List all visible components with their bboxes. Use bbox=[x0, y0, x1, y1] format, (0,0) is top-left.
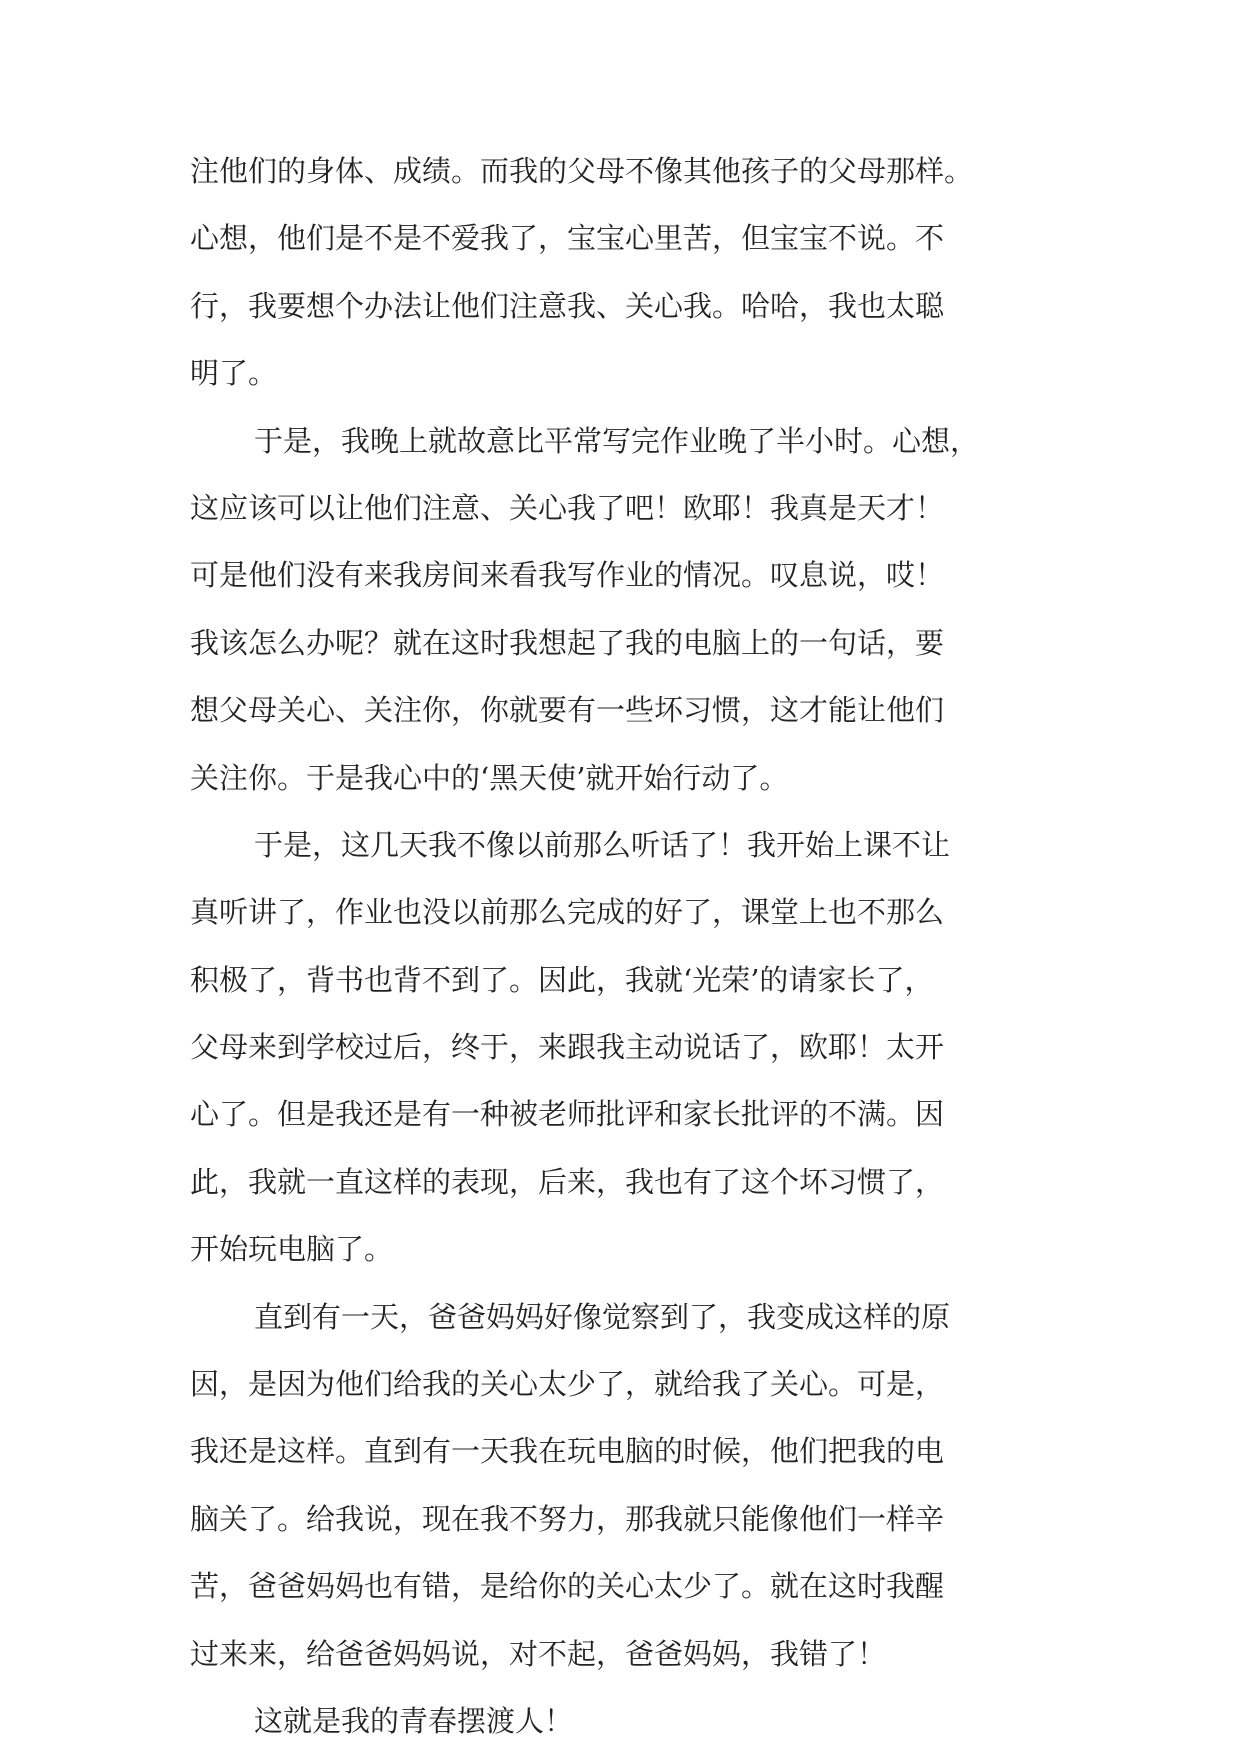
text-line: 心想，他们是不是不爱我了，宝宝心里苦，但宝宝不说。不 bbox=[190, 221, 945, 256]
text-line: 此，我就一直这样的表现，后来，我也有了这个坏习惯了， bbox=[190, 1164, 945, 1199]
text-line: 开始玩电脑了。 bbox=[190, 1232, 394, 1267]
closing-line: 这就是我的青春摆渡人！ bbox=[254, 1703, 574, 1738]
text-line: 明了。 bbox=[190, 356, 278, 391]
text-line: 注他们的身体、成绩。而我的父母不像其他孩子的父母那样。 bbox=[190, 154, 974, 188]
text-line: 苦，爸爸妈妈也有错，是给你的关心太少了。就在这时我醒 bbox=[190, 1569, 945, 1604]
text-line: 过来来，给爸爸妈妈说，对不起，爸爸妈妈，我错了！ bbox=[190, 1636, 887, 1671]
paragraph-start-line: 于是，我晚上就故意比平常写完作业晚了半小时。心想， bbox=[254, 423, 980, 458]
text-line: 脑关了。给我说，现在我不努力，那我就只能像他们一样辛 bbox=[190, 1501, 945, 1536]
text-line: 这应该可以让他们注意、关心我了吧！欧耶！我真是天才！ bbox=[190, 490, 945, 525]
text-line: 真听讲了，作业也没以前那么完成的好了，课堂上也不那么 bbox=[190, 895, 945, 930]
text-line: 积极了，背书也背不到了。因此，我就‘光荣’的请家长了， bbox=[190, 962, 934, 997]
text-line: 心了。但是我还是有一种被老师批评和家长批评的不满。因 bbox=[190, 1097, 945, 1132]
essay-body bbox=[190, 138, 1070, 1755]
text-line: 因，是因为他们给我的关心太少了，就给我了关心。可是， bbox=[190, 1367, 945, 1402]
text-line: 父母来到学校过后，终于，来跟我主动说话了，欧耶！太开 bbox=[190, 1030, 945, 1065]
paragraph-start-line: 直到有一天，爸爸妈妈好像觉察到了，我变成这样的原 bbox=[254, 1299, 951, 1334]
text-line: 想父母关心、关注你，你就要有一些坏习惯，这才能让他们 bbox=[190, 693, 945, 728]
text-line: 我该怎么办呢？就在这时我想起了我的电脑上的一句话，要 bbox=[190, 625, 945, 660]
paragraph-start-line: 于是，这几天我不像以前那么听话了！我开始上课不让 bbox=[254, 827, 951, 862]
text-line: 关注你。于是我心中的‘黑天使’就开始行动了。 bbox=[190, 760, 789, 795]
text-line: 我还是这样。直到有一天我在玩电脑的时候，他们把我的电 bbox=[190, 1434, 945, 1469]
text-line: 行，我要想个办法让他们注意我、关心我。哈哈，我也太聪 bbox=[190, 288, 945, 323]
text-line: 可是他们没有来我房间来看我写作业的情况。叹息说，哎！ bbox=[190, 558, 945, 593]
